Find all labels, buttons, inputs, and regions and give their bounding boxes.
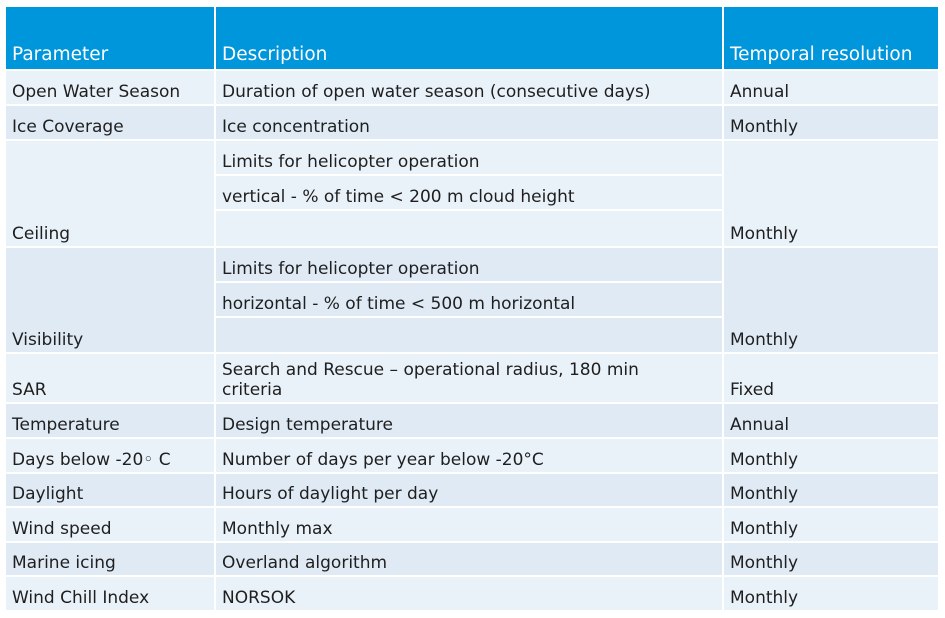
table-cell-description: Number of days per year below -20°C (216, 439, 722, 472)
table-cell-description: NORSOK (216, 577, 722, 610)
header-parameter: Parameter (6, 7, 214, 69)
table-cell-description: Design temperature (216, 404, 722, 437)
table-cell-description-line: vertical - % of time < 200 m cloud height (216, 176, 722, 209)
table-cell-description: Monthly max (216, 508, 722, 541)
table-cell-parameter: Marine icing (6, 543, 214, 575)
header-temporal-resolution: Temporal resolution (724, 7, 938, 69)
table-cell-parameter: Daylight (6, 474, 214, 506)
table-cell-temporal: Monthly (724, 106, 938, 139)
table-cell-parameter: Days below -20◦ C (6, 439, 214, 472)
table-cell-temporal: Monthly (724, 508, 938, 541)
table-cell-parameter: Wind Chill Index (6, 577, 214, 610)
table-cell-description-line (216, 211, 722, 246)
table-cell-parameter: Visibility (6, 248, 214, 352)
table-cell-parameter: SAR (6, 354, 214, 402)
table-cell-temporal: Monthly (724, 577, 938, 610)
table-cell-temporal: Monthly (724, 141, 938, 246)
table-cell-description: Hours of daylight per day (216, 474, 722, 506)
table-cell-temporal: Fixed (724, 354, 938, 402)
table-cell-parameter: Ceiling (6, 141, 214, 246)
table-cell-description-line: horizontal - % of time < 500 m horizontal (216, 283, 722, 316)
table-cell-parameter: Ice Coverage (6, 106, 214, 139)
table-cell-description: Overland algorithm (216, 543, 722, 575)
table-cell-temporal: Monthly (724, 248, 938, 352)
table-cell-temporal: Annual (724, 404, 938, 437)
table-cell-temporal: Monthly (724, 439, 938, 472)
table-cell-description-line (216, 318, 722, 352)
table-cell-parameter: Temperature (6, 404, 214, 437)
table-cell-parameter: Open Water Season (6, 71, 214, 104)
table-cell-description: Duration of open water season (consecutive days) (216, 71, 722, 104)
table-cell-description: Search and Rescue – operational radius, 180 min criteria (216, 354, 722, 402)
table-cell-parameter: Wind speed (6, 508, 214, 541)
table-cell-temporal: Monthly (724, 474, 938, 506)
header-description: Description (216, 7, 722, 69)
table-cell-temporal: Monthly (724, 543, 938, 575)
table-cell-description-line: Limits for helicopter operation (216, 248, 722, 281)
table-cell-description-line: Limits for helicopter operation (216, 141, 722, 174)
table-cell-temporal: Annual (724, 71, 938, 104)
table-cell-description: Ice concentration (216, 106, 722, 139)
